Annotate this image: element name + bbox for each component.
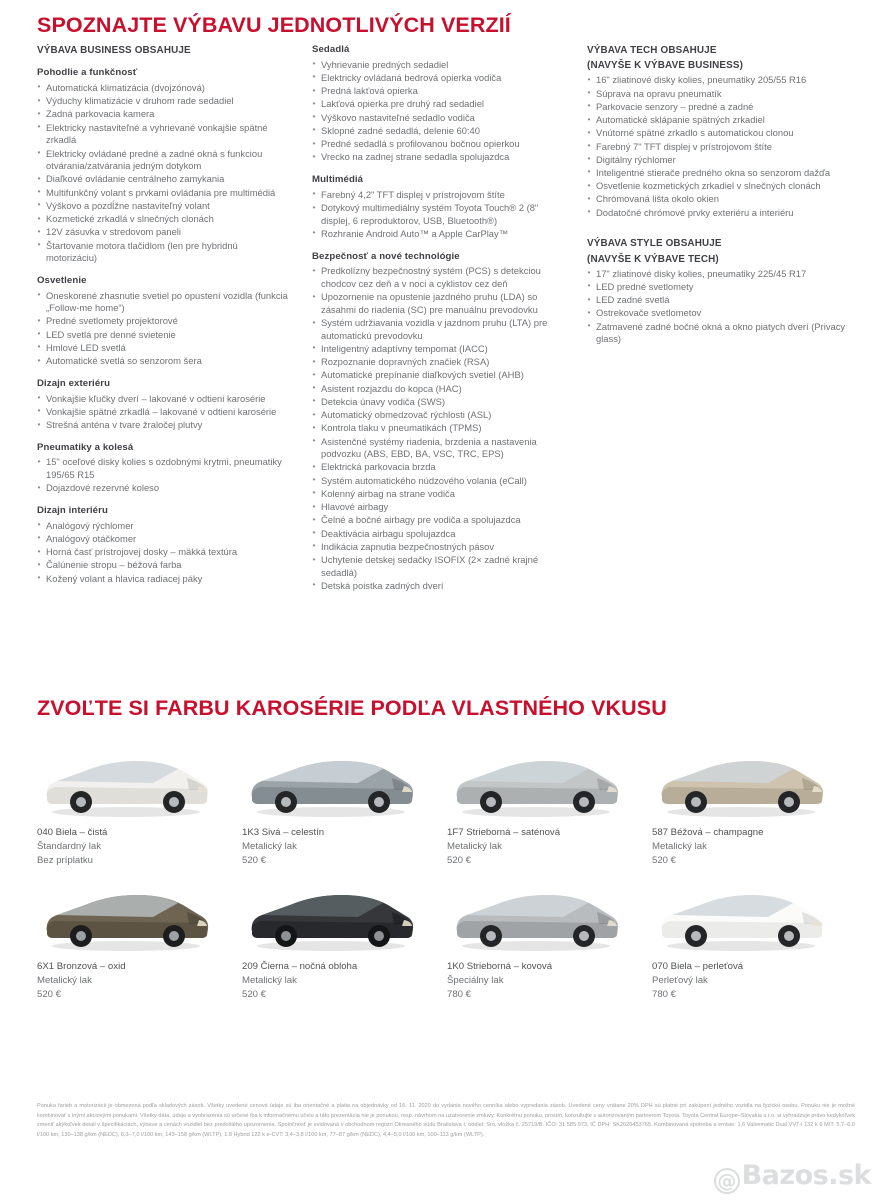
block-lighting: [37, 275, 290, 368]
equipment-column-business: [37, 44, 312, 593]
page-title-colors: ZVOĽTE SI FARBU KAROSÉRIE PODĽA VLASTNÉHO VKUSU: [37, 696, 667, 720]
list-item: • Sklopné zadné sedadlá, delenie 60:40: [312, 125, 565, 138]
color-finish: Metalický lak: [242, 974, 297, 986]
list-item: • Systém automatického núdzového volania (eCall): [312, 475, 565, 488]
list-item: • Čalúnenie stropu – béžová farba: [37, 559, 290, 572]
color-option[interactable]: [652, 876, 857, 1002]
color-finish: Metalický lak: [37, 974, 92, 986]
feature-list-comfort: [37, 82, 290, 265]
block-heading-lighting: Osvetlenie: [37, 274, 87, 286]
list-item: • Lakťová opierka pre druhý rad sedadiel: [312, 98, 565, 111]
color-name: 1K0 Strieborná – kovová: [447, 960, 553, 972]
color-name: 1F7 Strieborná – saténová: [447, 827, 561, 838]
color-option[interactable]: [37, 876, 242, 1002]
list-item: • Predná lakťová opierka: [312, 85, 565, 98]
list-item: • Výduchy klimatizácie v druhom rade sedadiel: [37, 95, 290, 108]
footer-text: Ponuka farieb a motorizácii je obmezená podľa skladových zásob. Všetky uvedené cenové údaje sú iba orientačné a platia na objednávky od 16. 11. 2020 do vydania nového cenníka alebo vypredania zásob. Uvedené ceny vrátane 20% DPH sú platné pri zakúpení jedného vozidla na fyzickú osobu. Ponuku nie je možné kombinovať s inými akciovými ponukami. Všetky dáta, údaje a vyobrazenia sú určené iba k informačnému účelu a táto prezentácia nie je ponukou, resp. návrhom na uzatvorenie zmluvy. Konkrétnu ponuku, prosím, konzultujte s autorizovaným partnerom Toyota. Toyota Central Europe–Slovakia s.r.o. si vyhradzuje právo kedykoľvek zmeniť akýkoľvek detail v špecifikáciách, výbave a cenách vozidiel bez predošlého upozornenia. Spoločnosť je evidovaná v obchodnom registri Okresného súdu Bratislava I, oddiel: Sro, vložka č. 25719/B. IČO: 31 585 973, IČ DPH: SK2020453765. Kombinovaná spotreba a emisie: 1,6 Valvematic Dual VVT-i 132 k 6 M/T: 5,7–6,0 l/100 km, 130–138 g/km (NEDC), 6,3–7,0 l/100 km, 143–158 g/km (WLTP); 1.8 Hybrid 122 k e-CVT: 3,4–3,8 l/100 km, 77–87 g/km (NEDC), 4,4–5,0 l/100 km, 100–113 g/km (WLTP).: [37, 1103, 855, 1138]
list-item: • Ostrekovače svetlometov: [587, 307, 857, 320]
list-item: • Zatmavené zadné bočné okná a okno piatych dverí (Privacy glass): [587, 321, 857, 346]
list-item: • Upozornenie na opustenie jazdného pruhu (LDA) so zásahmi do riadenia (SC) pre manuálnu prevodovku: [312, 291, 565, 316]
list-item: • Multifunkčný volant s prvkami ovládania pre multimédiá: [37, 187, 290, 200]
color-option[interactable]: [242, 876, 447, 1002]
list-item: • 12V zásuvka v stredovom paneli: [37, 226, 290, 239]
list-item: • Kontrola tlaku v pneumatikách (TPMS): [312, 422, 565, 435]
list-item: • Deaktivácia airbagu spolujazdca: [312, 528, 565, 541]
car-sedan-icon: [652, 876, 830, 954]
list-item: • Elektricky ovládané predné a zadné okná s funkciou otvárania/zatvárania jedným dotykom: [37, 148, 290, 173]
watermark-text: Bazos.sk: [741, 1160, 871, 1191]
feature-list-style: [587, 268, 857, 346]
list-item: • Farebný 7" TFT displej v prístrojovom štíte: [587, 141, 857, 154]
list-item: • LED zadné svetlá: [587, 294, 857, 307]
list-item: • Parkovacie senzory – predné a zadné: [587, 101, 857, 114]
list-item: • Elektricky nastaviteľné a vyhrievané vonkajšie spätné zrkadlá: [37, 122, 290, 147]
block-safety: [312, 251, 565, 593]
block-heading-interior-design: Dizajn interiéru: [37, 504, 108, 516]
color-name: 040 Biela – čistá: [37, 827, 108, 838]
car-figure: [652, 742, 830, 820]
list-item: • Automatický obmedzovač rýchlosti (ASL): [312, 409, 565, 422]
list-item: • Vonkajšie kľučky dverí – lakované v odtieni karosérie: [37, 393, 290, 406]
list-item: • Predkolízny bezpečnostný systém (PCS) s detekciou chodcov cez deň a v noci a cyklistov cez deň: [312, 265, 565, 290]
color-option[interactable]: [447, 742, 652, 868]
car-figure: [37, 876, 215, 954]
block-multimedia: [312, 174, 565, 241]
list-item: • Hmlové LED svetlá: [37, 342, 290, 355]
block-comfort: [37, 67, 290, 265]
feature-list-tech: [587, 74, 857, 219]
list-item: • Elektricky ovládaná bedrová opierka vodiča: [312, 72, 565, 85]
list-item: • Výškovo a pozdĺžne nastaviteľný volant: [37, 200, 290, 213]
block-exterior-design: [37, 378, 290, 432]
list-item: • Výškovo nastaviteľné sedadlo vodiča: [312, 112, 565, 125]
color-price: 520 €: [652, 854, 677, 866]
list-item: • Dojazdové rezervné koleso: [37, 482, 290, 495]
car-figure: [447, 742, 625, 820]
color-option[interactable]: [447, 876, 652, 1002]
color-name: 209 Čierna – nočná obloha: [242, 960, 358, 972]
list-item: • Inteligentné stierače predného okna so senzorom dažďa: [587, 167, 857, 180]
car-figure: [242, 876, 420, 954]
color-name: 1K3 Sivá – celestín: [242, 827, 325, 838]
feature-list-lighting: [37, 290, 290, 368]
list-item: • Automatická klimatizácia (dvojzónová): [37, 82, 290, 95]
list-item: • Osvetlenie kozmetických zrkadiel v slnečných clonách: [587, 180, 857, 193]
car-figure: [652, 876, 830, 954]
list-item: • Inteligentný adaptívny tempomat (IACC): [312, 343, 565, 356]
color-finish: Metalický lak: [242, 840, 297, 852]
list-item: • Analógový rýchlomer: [37, 520, 290, 533]
list-item: • Vonkajšie spätné zrkadlá – lakované v odtieni karosérie: [37, 406, 290, 419]
block-seats: [312, 44, 565, 164]
list-item: • Asistenčné systémy riadenia, brzdenia a nastavenia podvozku (ABS, EBD, BA, VSC, TRC, EPS): [312, 436, 565, 461]
car-sedan-icon: [447, 742, 625, 820]
list-item: • 16" zliatinové disky kolies, pneumatiky 205/55 R16: [587, 74, 857, 87]
color-price: 780 €: [652, 988, 677, 1000]
color-price: Bez príplatku: [37, 854, 93, 866]
list-item: • Diaľkové ovládanie centrálneho zamykania: [37, 173, 290, 186]
block-heading-exterior-design: Dizajn exteriéru: [37, 377, 111, 389]
list-item: • Súprava na opravu pneumatík: [587, 88, 857, 101]
list-item: • Kožený volant a hlavica radiacej páky: [37, 573, 290, 586]
list-item: • Analógový otáčkomer: [37, 533, 290, 546]
list-item: • Farebný 4,2" TFT displej v prístrojovom štíte: [312, 189, 565, 202]
list-item: • LED predné svetlomety: [587, 281, 857, 294]
list-item: • Elektrická parkovacia brzda: [312, 461, 565, 474]
list-item: • Chrómovaná lišta okolo okien: [587, 193, 857, 206]
car-sedan-icon: [242, 742, 420, 820]
feature-list-multimedia: [312, 189, 565, 241]
page-title-equipment: SPOZNAJTE VÝBAVU JEDNOTLIVÝCH VERZIÍ: [37, 13, 511, 37]
car-sedan-icon: [652, 742, 830, 820]
list-item: • Strešná anténa v tvare žraločej plutvy: [37, 419, 290, 432]
car-sedan-icon: [447, 876, 625, 954]
feature-list-interior-design: [37, 520, 290, 586]
list-item: • Dodatočné chrómové prvky exteriéru a interiéru: [587, 207, 857, 220]
list-item: • Predné sedadlá s profilovanou bočnou opierkou: [312, 138, 565, 151]
list-item: • Štartovanie motora tlačidlom (len pre hybridnú motorizáciu): [37, 240, 290, 265]
color-grid: [37, 742, 857, 1001]
list-item: • Systém udržiavania vozidla v jazdnom pruhu (LTA) pre automatickú prevodovku: [312, 317, 565, 342]
list-item: • Horná časť prístrojovej dosky – mäkká textúra: [37, 546, 290, 559]
list-item: • 15" oceľové disky kolies s ozdobnými krytmi, pneumatiky 195/65 R15: [37, 456, 290, 481]
list-item: • Dotykový multimediálny systém Toyota Touch® 2 (8" displej, 6 reproduktorov, USB, Bluetooth®): [312, 202, 565, 227]
color-price: 520 €: [447, 854, 472, 866]
block-style: [587, 237, 857, 346]
list-item: • Oneskorené zhasnutie svetiel po opustení vozidla (funkcia „Follow-me home“): [37, 290, 290, 315]
list-item: • Čelné a bočné airbagy pre vodiča a spolujazdca: [312, 514, 565, 527]
column-subtitle-tech: (NAVYŠE K VÝBAVE BUSINESS): [587, 60, 744, 72]
block-heading-safety: Bezpečnosť a nové technológie: [312, 250, 460, 262]
list-item: • Detekcia únavy vodiča (SWS): [312, 396, 565, 409]
color-option[interactable]: [37, 742, 242, 868]
color-price: 520 €: [242, 988, 267, 1000]
car-sedan-icon: [37, 876, 215, 954]
car-figure: [37, 742, 215, 820]
color-price: 520 €: [37, 988, 62, 1000]
feature-list-seats: [312, 59, 565, 164]
watermark: [714, 1160, 871, 1194]
equipment-column-tech-style: [587, 44, 857, 593]
color-name: 070 Biela – perleťová: [652, 960, 744, 972]
list-item: • Vnútorné spätné zrkadlo s automatickou clonou: [587, 127, 857, 140]
watermark-at-icon: @: [714, 1168, 740, 1194]
list-item: • Vrecko na zadnej strane sedadla spolujazdca: [312, 151, 565, 164]
list-item: • Kolenný airbag na strane vodiča: [312, 488, 565, 501]
block-tyres-wheels: [37, 442, 290, 495]
feature-list-exterior-design: [37, 393, 290, 432]
color-finish: Metalický lak: [447, 840, 502, 852]
list-item: • Rozpoznanie dopravných značiek (RSA): [312, 356, 565, 369]
block-heading-tyres-wheels: Pneumatiky a kolesá: [37, 441, 134, 453]
list-item: • Vyhrievanie predných sedadiel: [312, 59, 565, 72]
color-finish: Perleťový lak: [652, 974, 708, 986]
column-title-tech: VÝBAVA TECH OBSAHUJE: [587, 45, 717, 56]
color-price: 780 €: [447, 988, 472, 1000]
list-item: • LED svetlá pre denné svietenie: [37, 329, 290, 342]
color-price: 520 €: [242, 854, 267, 866]
column-subtitle-style: (NAVYŠE K VÝBAVE TECH): [587, 253, 719, 265]
block-heading-multimedia: Multimédiá: [312, 174, 364, 186]
block-heading-seats: Sedadlá: [312, 44, 350, 55]
block-business-title: [37, 44, 290, 57]
car-sedan-icon: [37, 742, 215, 820]
car-figure: [447, 876, 625, 954]
list-item: • Hlavové airbagy: [312, 501, 565, 514]
color-name: 6X1 Bronzová – oxid: [37, 960, 126, 972]
list-item: • Kozmetické zrkadlá v slnečných clonách: [37, 213, 290, 226]
car-sedan-icon: [242, 876, 420, 954]
list-item: • 17" zliatinové disky kolies, pneumatiky 225/45 R17: [587, 268, 857, 281]
footer-disclaimer: [37, 1102, 855, 1140]
equipment-columns: [37, 44, 857, 593]
car-figure: [242, 742, 420, 820]
feature-list-safety: [312, 265, 565, 592]
list-item: • Automatické svetlá so senzorom šera: [37, 355, 290, 368]
list-item: • Rozhranie Android Auto™ a Apple CarPlay™: [312, 228, 565, 241]
block-heading-comfort: Pohodlie a funkčnosť: [37, 67, 138, 79]
list-item: • Uchytenie detskej sedačky ISOFIX (2× zadné krajné sedadlá): [312, 554, 565, 579]
color-finish: Špeciálny lak: [447, 974, 504, 986]
block-interior-design: [37, 505, 290, 585]
color-option[interactable]: [652, 742, 857, 868]
column-title-business: VÝBAVA BUSINESS OBSAHUJE: [37, 45, 191, 56]
color-name: 587 Béžová – champagne: [652, 827, 764, 838]
list-item: • Asistent rozjazdu do kopca (HAC): [312, 383, 565, 396]
color-option[interactable]: [242, 742, 447, 868]
column-title-style: VÝBAVA STYLE OBSAHUJE: [587, 238, 722, 250]
list-item: • Zadná parkovacia kamera: [37, 108, 290, 121]
block-tech: [587, 44, 857, 219]
list-item: • Predné svetlomety projektorové: [37, 315, 290, 328]
list-item: • Automatické prepínanie diaľkových svetiel (AHB): [312, 369, 565, 382]
list-item: • Indikácia zapnutia bezpečnostných pásov: [312, 541, 565, 554]
color-finish: Štandardný lak: [37, 840, 101, 852]
equipment-column-seats-multimedia-safety: [312, 44, 587, 593]
list-item: • Detská poistka zadných dverí: [312, 580, 565, 593]
list-item: • Automatické sklápanie spätných zrkadiel: [587, 114, 857, 127]
feature-list-tyres-wheels: [37, 456, 290, 495]
list-item: • Digitálny rýchlomer: [587, 154, 857, 167]
color-finish: Metalický lak: [652, 840, 707, 852]
